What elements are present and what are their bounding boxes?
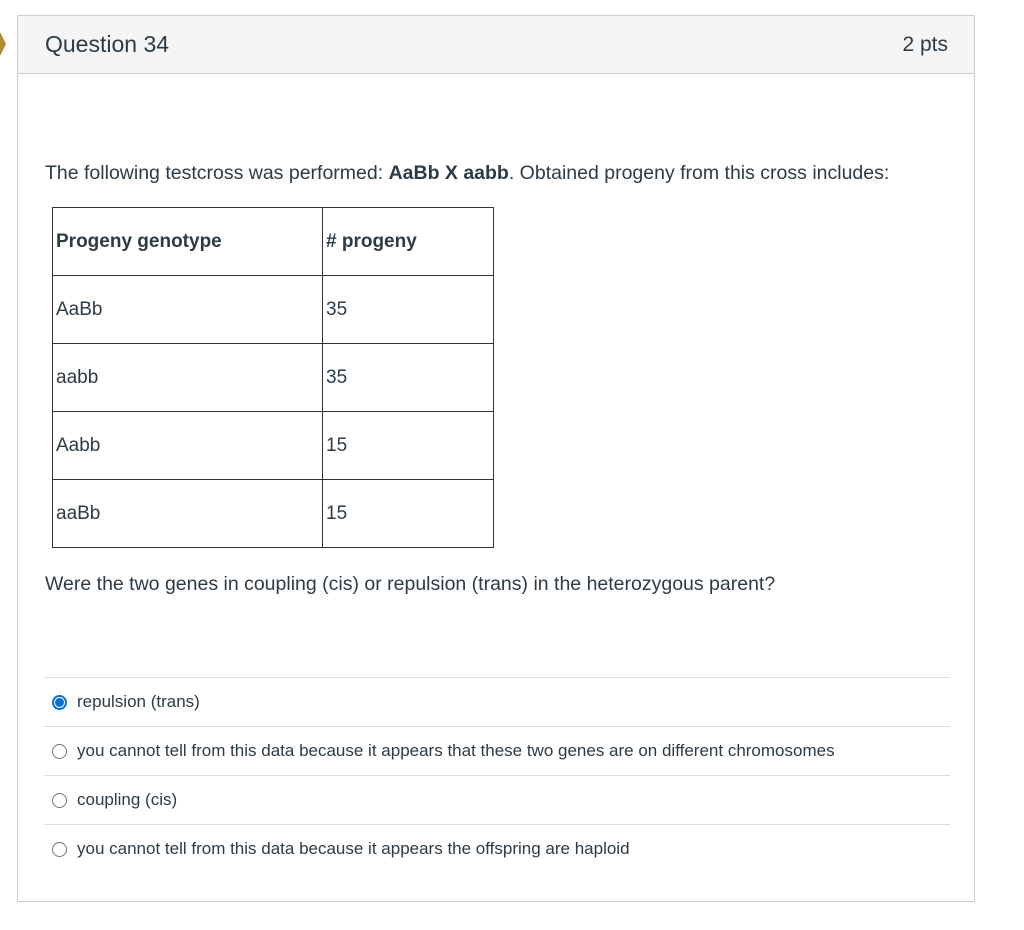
answer-option[interactable] (44, 824, 950, 873)
prompt-text-end: . Obtained progeny from this cross includes: (508, 162, 890, 184)
answer-option[interactable] (44, 677, 950, 726)
table-header-row (53, 208, 494, 276)
question-card (17, 15, 975, 902)
question-header (18, 16, 974, 74)
table-cell-genotype: aaBb (53, 480, 323, 548)
table-row (53, 412, 494, 480)
answer-label: coupling (cis) (77, 790, 178, 809)
followup-question: Were the two genes in coupling (cis) or repulsion (trans) in the heterozygous parent? (45, 573, 776, 595)
table-header-genotype: Progeny genotype (53, 208, 323, 276)
radio-unselected-icon[interactable] (52, 842, 67, 857)
table-row (53, 344, 494, 412)
radio-selected-icon[interactable] (52, 695, 67, 710)
table-cell-count: 15 (323, 412, 494, 480)
table-cell-count: 15 (323, 480, 494, 548)
table-cell-genotype: AaBb (53, 276, 323, 344)
table-cell-count: 35 (323, 276, 494, 344)
answer-option[interactable] (44, 775, 950, 824)
progeny-table (52, 207, 494, 548)
answer-list (44, 677, 950, 873)
current-question-marker (0, 32, 6, 56)
table-cell-genotype: Aabb (53, 412, 323, 480)
answer-label: you cannot tell from this data because it appears the offspring are haploid (77, 839, 630, 858)
question-title: Question 34 (45, 31, 170, 57)
table-cell-genotype: aabb (53, 344, 323, 412)
radio-unselected-icon[interactable] (52, 793, 67, 808)
table-header-count: # progeny (323, 208, 494, 276)
answer-label: you cannot tell from this data because it appears that these two genes are on different chromosomes (77, 741, 835, 760)
answer-label: repulsion (trans) (77, 692, 200, 711)
table-row (53, 480, 494, 548)
radio-unselected-icon[interactable] (52, 744, 67, 759)
question-prompt (45, 162, 889, 185)
table-cell-count: 35 (323, 344, 494, 412)
table-row (53, 276, 494, 344)
prompt-cross: AaBb X aabb (388, 162, 509, 184)
answer-option[interactable] (44, 726, 950, 775)
prompt-text-start: The following testcross was performed: (45, 162, 389, 184)
question-points: 2 pts (902, 32, 948, 56)
